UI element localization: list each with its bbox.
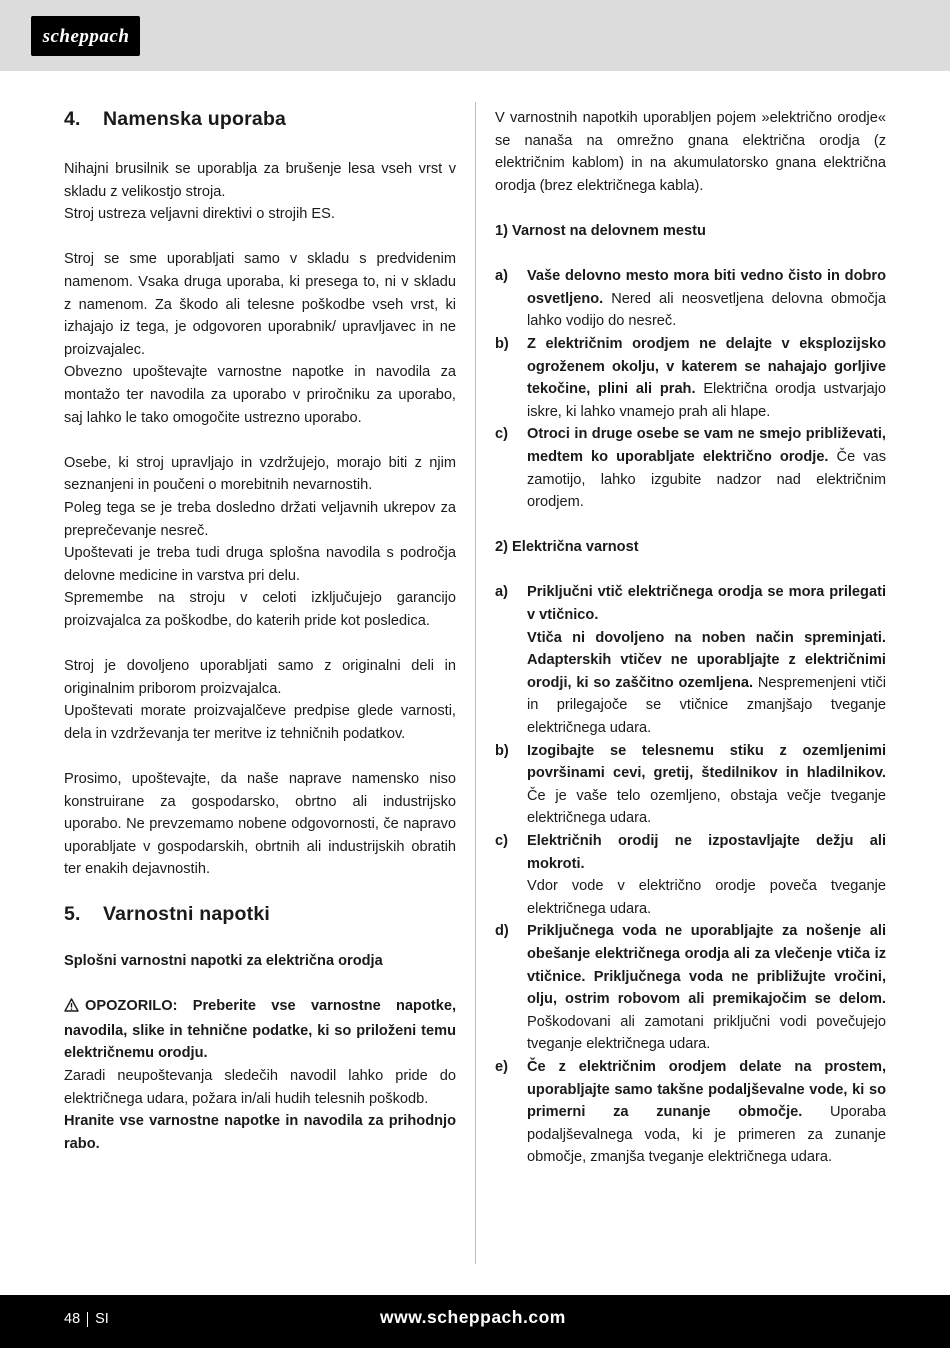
paragraph: Upoštevati je treba tudi druga splošna navodila s področja delovne medicine in varstva pri delu. <box>64 545 456 584</box>
page-footer <box>0 1295 950 1348</box>
page-header <box>0 0 950 71</box>
item-text: Če je vaše telo ozemljeno, obstaja večje tveganje električnega udara. <box>527 787 886 827</box>
item-bold: Električnih orodij ne izpostavljajte dežju ali mokroti. <box>527 833 886 872</box>
item-bold: Otroci in druge osebe se vam ne smejo približevati, medtem ko uporabljate električno orodje. <box>527 426 886 465</box>
section-number: 4. <box>64 108 81 130</box>
list-item <box>495 1056 886 1169</box>
page-number: 48 <box>64 1311 81 1327</box>
item-bold: Izogibajte se telesnemu stiku z ozemljenimi površinami cevi, gretij, štedilnikov in hladilnikov. <box>527 742 886 782</box>
section-title: Namenska uporaba <box>103 108 287 130</box>
paragraph: Upoštevati morate proizvajalčeve predpise glede varnosti, dela in vzdrževanja ter meritve iz tehničnih podatkov. <box>64 703 456 742</box>
list-item <box>495 920 886 1056</box>
warning-text: OPOZORILO: Preberite vse varnostne napotke, navodila, slike in tehnične podatke, ki so priloženi temu električnemu orodju. <box>64 998 456 1062</box>
paragraph: Nihajni brusilnik se uporablja za brušenje lesa vseh vrst v skladu z velikostjo stroja. <box>64 161 456 200</box>
brand-logo[interactable] <box>31 16 140 56</box>
paragraph: Stroj se sme uporabljati samo v skladu s predvidenim namenom. Vsaka druga uporaba, ki presega to, ni v skladu z namenom. Za škodo ali telesne poškodbe vseh vrst, ki izhajajo iz tega, je odgovoren uporabnik/ upravljavec in ne proizvajalec. <box>64 251 456 358</box>
paragraph: Stroj ustreza veljavni direktivi o strojih ES. <box>64 206 335 223</box>
website-link[interactable]: www.scheppach.com <box>380 1307 566 1327</box>
warning-block <box>64 995 456 1065</box>
paragraph: Prosimo, upoštevajte, da naše naprave namensko niso konstruirane za gospodarsko, obrtno ali industrijsko uporabo. Ne prevzemamo nobene odgovornosti, če napravo uporabljate v gospodarskih, obrtnih ali industrijskih obratih ter enakih dejavnostih. <box>64 771 456 878</box>
item-text: Vdor vode v električno orodje poveča tveganje električnega udara. <box>527 878 886 917</box>
paragraph: Spremembe na stroju v celoti izključujejo garancijo proizvajalca za poškodbe, do katerih pride kot posledica. <box>64 590 456 629</box>
page-separator <box>87 1312 88 1327</box>
section-number: 5. <box>64 903 81 925</box>
item-bold: Priključni vtič električnega orodja se mora prilegati v vtičnico. <box>527 584 886 624</box>
item-label: b) <box>495 742 509 759</box>
item-label: b) <box>495 335 509 352</box>
item-text: Uporaba podaljševalnega voda, ki je primeren za zunanje območje, zmanjša tveganje električnega udara. <box>527 1104 886 1166</box>
paragraph: Stroj je dovoljeno uporabljati samo z originalni deli in originalnim priborom proizvajalca. <box>64 658 456 697</box>
subheading: Splošni varnostni napotki za električna orodja <box>64 953 383 969</box>
safety-list-workplace <box>495 265 886 514</box>
column-divider <box>475 102 476 1264</box>
paragraph: Hranite vse varnostne napotke in navodila za prihodnjo rabo. <box>64 1113 456 1152</box>
list-item <box>495 423 886 513</box>
item-label: e) <box>495 1058 508 1075</box>
item-text: Nered ali neosvetljena delovna območja lahko vodijo do nesreč. <box>527 290 886 330</box>
item-bold: Če z električnim orodjem delate na prostem, uporabljajte samo takšne podaljševalne vode, ki so primerni za zunanje območje. <box>527 1058 886 1121</box>
item-text: Če vas zamotijo, lahko izgubite nadzor nad električnim orodjem. <box>527 448 886 511</box>
item-text: Poškodovani ali zamotani priključni vodi povečujejo tveganje električnega udara. <box>527 1013 886 1053</box>
item-label: d) <box>495 923 509 940</box>
left-column <box>64 107 456 1155</box>
list-item <box>495 740 886 830</box>
list-item <box>495 265 886 333</box>
list-item <box>495 581 886 739</box>
paragraph: Obvezno upoštevajte varnostne napotke in navodila za montažo ter navodila za uporabo v priročniku za uporabo, saj lahko le tako omogočite ustrezno uporabo. <box>64 364 456 426</box>
paragraph: Poleg tega se je treba dosledno držati veljavnih ukrepov za preprečevanje nesreč. <box>64 499 456 539</box>
section-5-heading <box>64 902 456 926</box>
item-text: Nespremenjeni vtiči in prilegajoče se vtičnice zmanjšajo tveganje električnega udara. <box>527 674 886 737</box>
item-label: c) <box>495 426 508 443</box>
subheading: 2) Električna varnost <box>495 539 639 556</box>
warning-triangle-icon <box>64 997 79 1020</box>
section-4-heading <box>64 107 456 131</box>
logo-wordmark <box>38 23 134 49</box>
list-item <box>495 830 886 920</box>
item-label: a) <box>495 268 508 285</box>
subheading: 1) Varnost na delovnem mestu <box>495 222 706 239</box>
item-text: Električna orodja ustvarjajo iskre, ki lahko vnamejo prah ali hlape. <box>527 381 886 420</box>
logo-text: scheppach <box>42 26 129 47</box>
language-code: SI <box>95 1311 109 1327</box>
right-column <box>495 107 886 1169</box>
item-bold: Priključnega voda ne uporabljajte za nošenje ali obešanje električnega orodja ali za vlečenje vtiča iz vtičnice. Priključnega voda ne približujte vročini, olju, ostrim robovom ali premikajočim se delom. <box>527 923 886 1008</box>
item-label: a) <box>495 584 508 601</box>
item-bold: Z električnim orodjem ne delajte v eksplozijsko ogroženem okolju, v katerem se nahajajo gorljive tekočine, plini ali prah. <box>527 335 886 398</box>
intro-paragraph: V varnostnih napotkih uporabljen pojem »električno orodje« se nanaša na omrežno gnana električna orodja (z električnim kablom) in na akumulatorsko gnana električna orodja (brez električnega kabla). <box>495 110 886 194</box>
page-info <box>64 1311 109 1327</box>
item-bold: Vaše delovno mesto mora biti vedno čisto in dobro osvetljeno. <box>527 268 886 307</box>
paragraph: Zaradi neupoštevanja sledečih navodil lahko pride do električnega udara, požara in/ali hudih telesnih poškodb. <box>64 1067 456 1107</box>
item-bold: Vtiča ni dovoljeno na noben način spreminjati. Adapterskih vtičev ne uporabljajte z električnimi orodji, ki so zaščitno ozemljena. <box>527 629 886 691</box>
section-title: Varnostni napotki <box>103 903 271 925</box>
paragraph: Osebe, ki stroj upravljajo in vzdržujejo, morajo biti z njim seznanjeni in poučeni o morebitnih nevarnostih. <box>64 454 456 494</box>
item-label: c) <box>495 833 508 849</box>
safety-list-electrical <box>495 581 886 1168</box>
list-item <box>495 333 886 423</box>
